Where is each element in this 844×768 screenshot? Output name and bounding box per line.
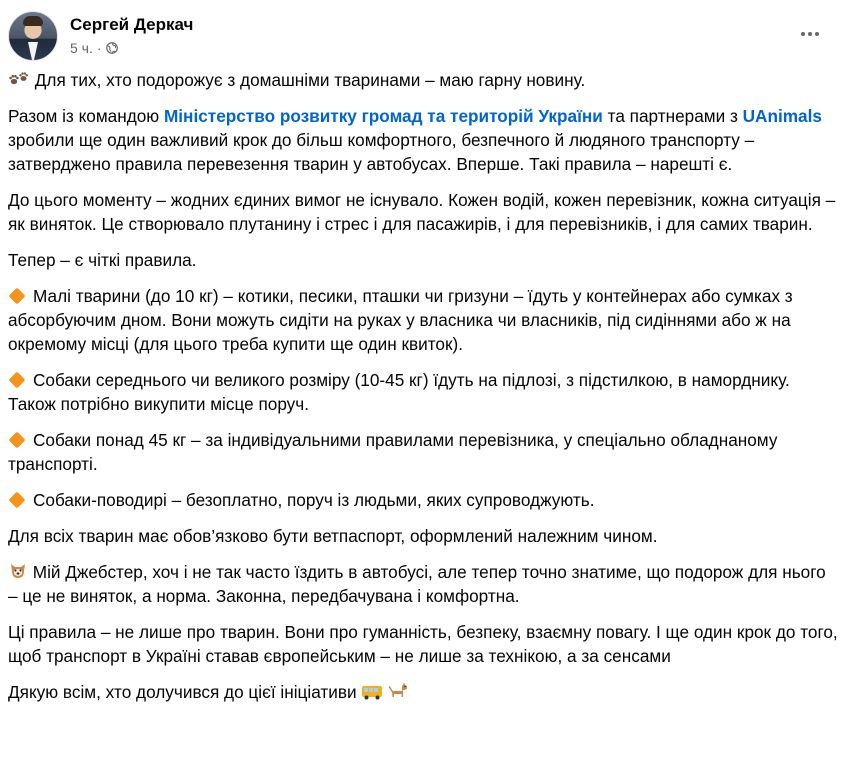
post-paragraph (8, 680, 838, 704)
post-paragraph (8, 104, 838, 176)
uanimals-link[interactable]: UAnimals (742, 106, 822, 126)
paw-prints-icon (8, 70, 30, 88)
orange-diamond-icon (9, 492, 26, 509)
orange-diamond-icon (9, 432, 26, 449)
bullet-item (8, 368, 838, 416)
globe-icon (106, 42, 118, 54)
post-paragraph: Для всіх тварин має обов’язково бути ветпаспорт, оформлений належним чином. (8, 526, 658, 546)
post-paragraph: Ці правила – не лише про тварин. Вони про гуманність, безпеку, взаємну повагу. І ще один крок до того, щоб транспорт в Україні ставав європейським – не лише за технікою, а за сенсами (8, 622, 838, 666)
post-paragraph: До цього моменту – жодних єдиних вимог не існувало. Кожен водій, кожен перевізник, кожна ситуація – як виняток. Це створювало плутанину і стрес і для пасажирів, і для перевізників, і для самих тварин. (8, 190, 836, 234)
post-timestamp[interactable]: 5 ч. (70, 40, 93, 56)
post-meta (70, 14, 193, 58)
ministry-link[interactable]: Міністерство розвитку громад та територій України (163, 106, 603, 126)
post-paragraph: Тепер – є чіткі правила. (8, 250, 197, 270)
more-dot-icon (808, 32, 812, 36)
intro-text: Для тих, хто подорожує з домашніми тваринами – маю гарну новину. (34, 70, 586, 90)
post-paragraph (8, 560, 838, 608)
paragraph-text: зробили ще один важливий крок до більш комфортного, безпечного й людяного транспорту – затверджено правила перевезення тварин у автобусах. Вперше. Такі правила – нарешті є. (8, 130, 755, 174)
paragraph-text: Разом із командою (8, 106, 164, 126)
bullet-item (8, 428, 838, 476)
bullet-text: Малі тварини (до 10 кг) – котики, песики, пташки чи гризуни – їдуть у контейнерах або сумках з абсорбуючим дном. Вони можуть сидіти на руках у власника чи власників, під сидіннями або ж на окремому місці (для цього треба купити ще один квиток). (8, 286, 793, 354)
paragraph-text: Дякую всім, хто долучився до цієї ініціативи (8, 682, 357, 702)
orange-diamond-icon (9, 288, 26, 305)
bullet-text: Собаки середнього чи великого розміру (10-45 кг) їдуть на підлозі, з підстилкою, в наморднику. Також потрібно викупити місце поруч. (8, 370, 790, 414)
bullet-text: Собаки понад 45 кг – за індивідуальними правилами перевізника, у спеціально обладнаному транспорті. (8, 430, 778, 474)
post-header (8, 8, 193, 64)
post-body (8, 68, 838, 716)
orange-diamond-icon (9, 372, 26, 389)
post-time-row (70, 38, 193, 58)
paragraph-text: та партнерами з (602, 106, 743, 126)
dog-icon (388, 681, 410, 701)
post-paragraph (8, 68, 838, 92)
bus-icon (361, 683, 383, 701)
paragraph-text: Мій Джебстер, хоч і не так часто їздить в автобусі, але тепер точно знатиме, що подорож для нього – це не виняток, а норма. Законна, передбачувана і комфортна. (8, 562, 826, 606)
more-dot-icon (815, 32, 819, 36)
more-options-button[interactable] (792, 22, 828, 46)
more-dot-icon (801, 32, 805, 36)
bullet-text: Собаки-поводирі – безоплатно, поруч із людьми, яких супроводжують. (33, 490, 595, 510)
dog-face-icon (8, 561, 28, 581)
bullet-item (8, 488, 838, 512)
avatar[interactable] (8, 11, 58, 61)
author-name[interactable]: Сергей Деркач (70, 15, 194, 34)
separator-dot: · (96, 40, 102, 56)
bullet-item (8, 284, 838, 356)
